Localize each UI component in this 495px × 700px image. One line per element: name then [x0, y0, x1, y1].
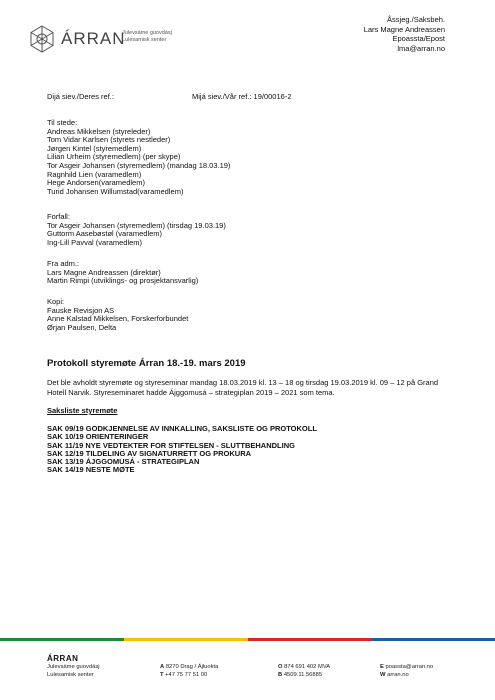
list-item: Ørjan Paulsen, Delta	[47, 322, 117, 332]
list-item: Lilian Urheim (styremedlem) (per skype)	[47, 152, 181, 162]
list-item: Tor Asgeir Johansen (styremedlem) (tirsdag 19.03.19)	[47, 220, 226, 230]
agenda-item: SAK 12/19 TILDELING AV SIGNATURRETT OG PROKURA	[47, 448, 252, 458]
stripe-red	[248, 638, 372, 641]
section-heading: Kopi:	[47, 297, 65, 306]
list-item: Andreas Mikkelsen (styreleder)	[47, 126, 151, 136]
intro-paragraph: Det ble avholdt styremøte og styreseminar mandag 18.03.2019 kl. 13 – 18 og tirsdag 19.03.2019 kl. 09 – 12 på Grand Hotell Narvik. Styreseminaret hadde Ájggomusá – strategiplan 2019 – 2021 som tema.	[47, 378, 439, 397]
section-heading: Fra adm.:	[47, 259, 80, 268]
list-item: Hege Andorsen(varamedlem)	[47, 178, 145, 188]
section-heading: Forfall:	[47, 212, 70, 221]
our-ref: Mijá siev./Vår ref.: 19/00016-2	[192, 92, 292, 101]
address-email-label: Epoassta/Epost	[392, 34, 445, 44]
stripe-yellow	[124, 638, 248, 641]
fra-adm-section	[47, 260, 198, 286]
footer-name: ÁRRAN	[47, 654, 79, 663]
agenda-item: SAK 14/19 NESTE MØTE	[47, 465, 135, 475]
logo-tagline: Julevsáme guovdásj Lulesamisk senter	[122, 30, 172, 43]
their-ref: Dijá siev./Deres ref.:	[47, 92, 114, 101]
til-stede-section	[47, 119, 230, 196]
list-item: Lars Magne Andreassen (direktør)	[47, 267, 161, 277]
section-heading: Til stede:	[47, 118, 78, 127]
agenda-item: SAK 13/19 ÁJGGOMUSÁ - STRATEGIPLAN	[47, 457, 200, 467]
list-item: Ing-Lill Pavval (varamedlem)	[47, 237, 143, 247]
address-email: lma@arran.no	[397, 43, 445, 53]
list-item: Martin Rimpi (utviklings- og prosjektansvarlig)	[47, 276, 199, 286]
stripe-blue	[371, 638, 495, 641]
document-title: Protokoll styremøte Árran 18.-19. mars 2019	[47, 358, 246, 369]
arran-emblem-icon	[27, 24, 57, 54]
agenda-item: SAK 09/19 GODKJENNELSE AV INNKALLING, SAKSLISTE OG PROTOKOLL	[47, 424, 317, 433]
footer-contact-1: A 8270 Drag / Ájluokta T +47 75 77 51 00	[160, 664, 219, 678]
forfall-section	[47, 213, 226, 247]
footer-contact-2: O 874 691 402 MVA B 4509.11.56885	[278, 664, 331, 678]
list-item: Turid Johansen Willumstad(varamedlem)	[47, 186, 184, 196]
agenda-item: SAK 10/19 ORIENTERINGER	[47, 432, 149, 442]
sender-address	[364, 15, 445, 53]
agenda-item: SAK 11/19 NYE VEDTEKTER FOR STIFTELSEN - SLUTTBEHANDLING	[47, 440, 295, 450]
list-item: Tor Asgeir Johansen (styremedlem) (mandag 18.03.19)	[47, 160, 231, 170]
list-item: Ragnhild Lien (varamedlem)	[47, 169, 142, 179]
list-item: Tom Vidar Karlsen (styrets nestleder)	[47, 135, 171, 145]
list-item: Guttorm Aasebøstøl (varamedlem)	[47, 229, 163, 239]
arran-logo	[27, 24, 207, 54]
footer-color-stripe	[0, 638, 495, 641]
agenda-list	[47, 425, 317, 475]
kopi-section	[47, 298, 188, 332]
list-item: Fauske Revisjon AS	[47, 305, 115, 315]
agenda-heading: Saksliste styremøte	[47, 406, 118, 415]
footer-org: Julevsáme guovdásj Lulesamisk senter	[47, 664, 100, 678]
address-role: Åssjeg./Saksbeh.	[387, 15, 445, 24]
list-item: Anne Kalstad Mikkelsen, Forskerforbundet	[47, 314, 189, 324]
logo-name: ÁRRAN	[61, 29, 126, 48]
footer-contact-3: E poassta@arran.no W arran.no	[380, 664, 434, 678]
address-name: Lars Magne Andreassen	[363, 24, 445, 34]
list-item: Jørgen Kintel (styremedlem)	[47, 143, 142, 153]
stripe-green	[0, 638, 124, 641]
